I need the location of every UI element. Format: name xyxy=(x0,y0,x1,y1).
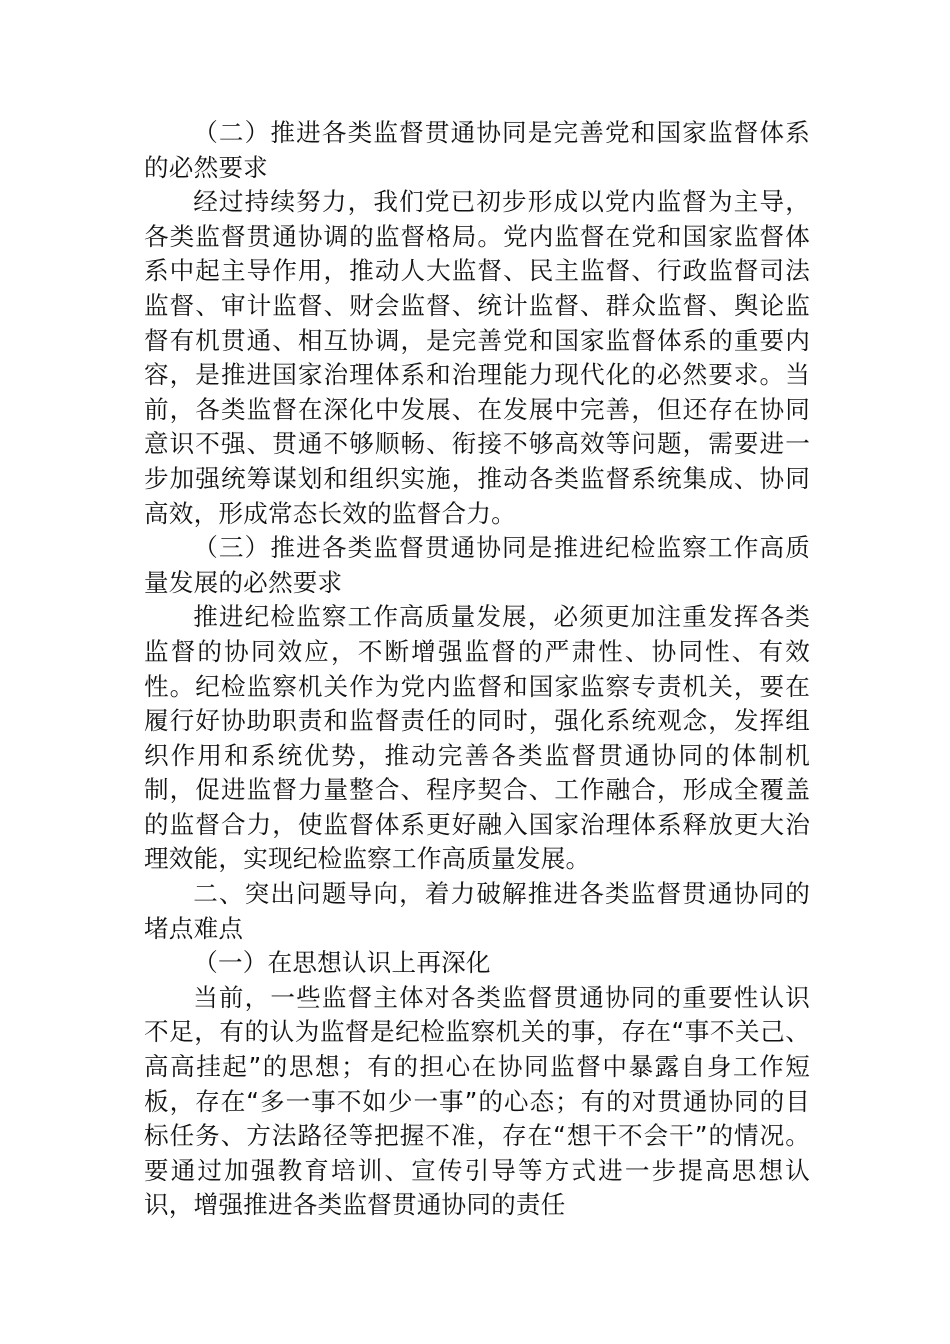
document-body xyxy=(144,116,810,1223)
body-paragraph: 推进纪检监察工作高质量发展，必须更加注重发挥各类监督的协同效应，不断增强监督的严肃性、协同性、有效性。纪检监察机关作为党内监督和国家监察专责机关，要在履行好协助职责和监督责任的同时，强化系统观念，发挥组织作用和系统优势，推动完善各类监督贯通协同的体制机制，促进监督力量整合、程序契合、工作融合，形成全覆盖的监督合力，使监督体系更好融入国家治理体系释放更大治理效能，实现纪检监察工作高质量发展。 xyxy=(144,602,810,874)
part-heading-2: 二、突出问题导向，着力破解推进各类监督贯通协同的堵点难点 xyxy=(144,879,810,943)
body-paragraph: 经过持续努力，我们党已初步形成以党内监督为主导，各类监督贯通协调的监督格局。党内监督在党和国家监督体系中起主导作用，推动人大监督、民主监督、行政监督司法监督、审计监督、财会监督、统计监督、群众监督、舆论监督有机贯通、相互协调，是完善党和国家监督体系的重要内容，是推进国家治理体系和治理能力现代化的必然要求。当前，各类监督在深化中发展、在发展中完善，但还存在协同意识不强、贯通不够顺畅、衔接不够高效等问题，需要进一步加强统筹谋划和组织实施，推动各类监督系统集成、协同高效，形成常态长效的监督合力。 xyxy=(144,187,810,528)
section-heading-2: （二）推进各类监督贯通协同是完善党和国家监督体系的必然要求 xyxy=(144,118,810,182)
body-paragraph: 当前，一些监督主体对各类监督贯通协同的重要性认识不足，有的认为监督是纪检监察机关的事，存在“事不关己、高高挂起”的思想；有的担心在协同监督中暴露自身工作短板，存在“多一事不如少一事”的心态；有的对贯通协同的目标任务、方法路径等把握不准，存在“想干不会干”的情况。要通过加强教育培训、宣传引导等方式进一步提高思想认识，增强推进各类监督贯通协同的责任 xyxy=(144,982,810,1220)
section-heading-3: （三）推进各类监督贯通协同是推进纪检监察工作高质量发展的必然要求 xyxy=(144,533,810,597)
section-heading-1: （一）在思想认识上再深化 xyxy=(193,948,491,978)
